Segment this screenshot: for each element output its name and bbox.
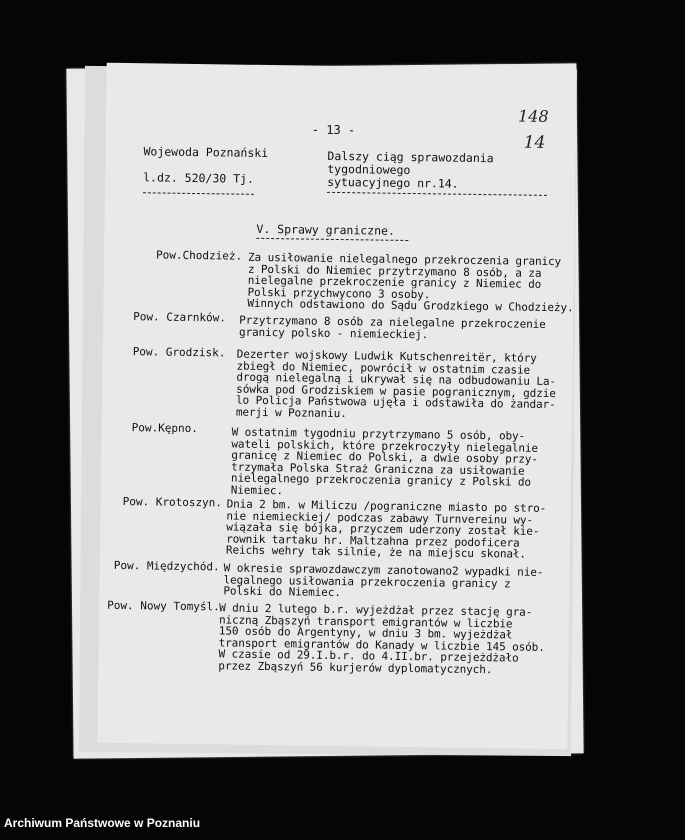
- section-title: V. Sprawy graniczne.: [256, 222, 409, 241]
- entry-label: Pow. Czarnków.: [133, 310, 227, 325]
- entry-text: Za usiłowanie nielegalnego przekroczenia granicy z Polski do Niemiec przytrzymano 8 osób, a za nielegalne przekroczenie granicy z Niemiec do Polski przychwycono 3 osoby. Winnych odstawiono do Sądu Grodzkiego w Chodzieży.: [247, 250, 574, 315]
- header-left: [143, 138, 268, 195]
- reference-number: l.dz. 520/30 Tj.: [143, 164, 254, 195]
- entry-text: Dezerter wojskowy Ludwik Kutschenreitër, który zbiegł do Niemiec, powrócił w ostatnim czasie drogą nielegalną i ukrywał się na odbudowaniu La- sówka pod Grodziskiem w pasie pogranicznym, gdzie lo Policja Państwowa ujęła i odstawiła do żandar- merji w Poznaniu.: [235, 347, 557, 421]
- entry-text: Dnia 2 bm. w Miliczu /pograniczne miasto po stro- nie niemieckiej/ podczas zabawy Turnvereinu wy- wiązała się bójka, przyczem uderzony został kie- rownik tartaku hr. Maltzahna przez podoficera Reichs wehry tak silnie, że na miejscu skonał.: [225, 497, 547, 562]
- document-page: [97, 63, 576, 749]
- sender: Wojewoda Poznański: [143, 144, 269, 161]
- entry-label: Pow. Nowy Tomyśl.: [107, 598, 220, 614]
- report-title-line1: Dalszy ciąg sprawozdania tygodniowego: [327, 148, 494, 178]
- entry-label: Pow. Krotoszyn.: [122, 495, 223, 510]
- report-title: [327, 150, 548, 196]
- folio-number-b: 14: [523, 132, 546, 153]
- entry-text: W ostatnim tygodniu przytrzymano 5 osób, oby- wateli polskich, które przekroczyły nielegalnie granicę z Niemiec do Polski, a dwie osoby przy- trzymała Polska Straż Graniczna za usiłowanie nielegalnego przekroczenia granicy z Polski do Niemiec.: [230, 425, 539, 498]
- archive-watermark: Archiwum Państwowe w Poznaniu: [4, 816, 201, 830]
- report-title-line2: sytuacyjnego nr.14.: [327, 174, 459, 191]
- entry-label: Pow.Chodzież.: [156, 248, 243, 263]
- folio-number-a: 148: [517, 106, 549, 126]
- entry-label: Pow. Grodzisk.: [132, 345, 226, 360]
- entry-text: Przytrzymano 8 osób za nielegalne przekroczenie granicy polsko - niemieckiej.: [238, 313, 546, 341]
- entry-text: W dniu 2 lutego b.r. wyjeżdżał przez stację gra- niczną Zbąszyń transport emigrantów w liczbie 150 osób do Argentyny, w dniu 3 bm. wyjeżdżał transport emigrantów do Kanady w liczbie 145 osób. W czasie od 29.I.b.r. do 4.II.br. przejeżdżało przez Zbąszyń 56 kurjerów dyplomatycznych.: [218, 601, 545, 677]
- entry-label: Pow.Kępno.: [131, 421, 198, 436]
- entry-label: Pow. Międzychód.: [113, 558, 220, 574]
- page-number: - 13 -: [311, 122, 356, 138]
- entry-text: W okresie sprawozdawczym zanotowano2 wypadki nie- legalnego usiłowania przekroczenia granicy z Polski do Niemiec.: [223, 561, 544, 600]
- section-heading: [256, 222, 409, 238]
